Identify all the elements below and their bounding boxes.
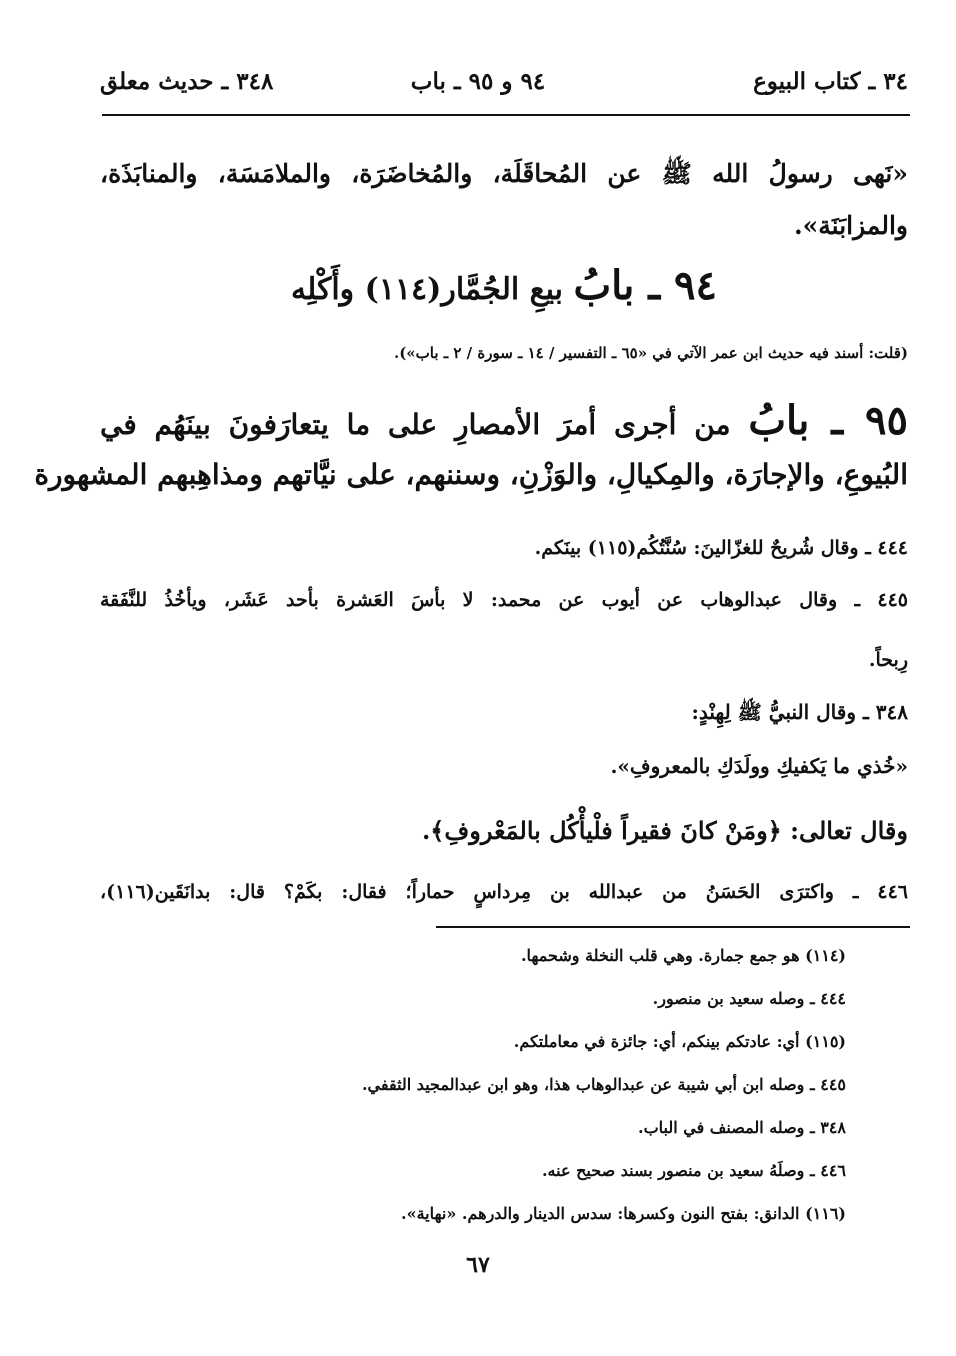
chapter-94-number: ٩٤ ـ بابُ: [573, 262, 717, 309]
footnotes: [100, 936, 846, 1237]
footnote-444: ٤٤٤ ـ وصله سعيد بن منصور.: [652, 989, 846, 1008]
header-divider: [102, 114, 910, 116]
chapter-95-heading: [34, 396, 909, 500]
footnote-348: ٣٤٨ ـ وصله المصنف في الباب.: [638, 1118, 846, 1137]
athar-446: ٤٤٦ ـ واكترَى الحَسَنُ من عبدالله بن مِرداسٍ حماراً؛ فقال: بكَمْ؟ قال: بدانَقَين(١١٦)،: [100, 881, 908, 903]
header-chapter: ٩٤ و ٩٥ ـ باب: [410, 68, 546, 95]
footnote-446: ٤٤٦ ـ وصلَهُ سعيد بن منصور بسند صحيح عنه.: [541, 1161, 846, 1180]
hadith-line-1: «نَهى رسولُ الله ﷺ عن المُحاقَلَة، والمُخاضَرَة، والملامَسَة، والمنابَذَة،: [100, 159, 908, 188]
chapter-94-heading: [100, 258, 908, 318]
header-book-title: ٣٤ ـ كتاب البيوع: [753, 68, 908, 95]
chapter-94-title: بيعِ الجُمَّار(١١٤) وأَكْلِه: [291, 272, 563, 307]
athar-445-line-2: رِبحاً.: [868, 649, 908, 671]
footnote-114: (١١٤) هو جمع جمارة. وهي قلب النخلة وشحمها.: [520, 946, 846, 965]
athar-445-line-1: ٤٤٥ ـ وقال عبدالوهاب عن أيوب عن محمد: لا بأسَ العَشرة بأحد عَشَر، ويأخُذُ للنَّفَقة: [100, 589, 908, 611]
chapter-95-title-1: من أجرى أمرَ الأمصارِ على ما يتعارَفونَ بينَهُم في: [100, 408, 731, 441]
chapter-95-line-1: [100, 396, 908, 450]
chapter-95-line-2: البُيوعِ، والإجارَة، والمِكيالِ، والوَزْنِ، وسننهم، على نيَّاتهم ومذاهِبهم المشهورة: [34, 458, 908, 491]
athar-444: ٤٤٤ ـ وقال شُريحٌ للغزّالينَ: سُنَّتُكُم(١١٥) بينَكم.: [534, 537, 908, 559]
footnote-116: (١١٦) الدانق: بفتح النون وكسرها: سدس الدينار والدرهم. «نهاية».: [401, 1204, 846, 1223]
footnote-divider: [436, 926, 910, 928]
quran-verse: وقال تعالى: ﴿ومَنْ كانَ فقيراً فلْيأْكُل بالمَعْروفِ﴾.: [421, 816, 908, 845]
header-hadith-ref: ٣٤٨ ـ حديث معلق: [100, 68, 274, 95]
hadith-348-intro: ٣٤٨ ـ وقال النبيُّ ﷺ لِهِنْدٍ:: [691, 700, 908, 724]
hadith-348-text: «خُذي ما يَكفيكِ وولَدَكِ بالمعروفِ».: [610, 754, 908, 778]
footnote-445: ٤٤٥ ـ وصله ابن أبي شيبة عن عبدالوهاب هذا، وهو ابن عبدالمجيد الثقفي.: [361, 1075, 846, 1094]
editor-note: (قلت: أسند فيه حديث ابن عمر الآتي في «٦٥ ـ التفسير / ١٤ ـ سورة / ٢ ـ باب»).: [393, 344, 908, 362]
chapter-95-number: ٩٥ ـ بابُ: [748, 397, 909, 444]
hadith-line-2: والمزابَنَة».: [793, 211, 908, 240]
hadith-text: [100, 148, 908, 252]
footnote-115: (١١٥) أي: عادتكم بينكم، أي: جائزة في معاملتكم.: [513, 1032, 846, 1051]
page-number: ٦٧: [466, 1252, 490, 1278]
